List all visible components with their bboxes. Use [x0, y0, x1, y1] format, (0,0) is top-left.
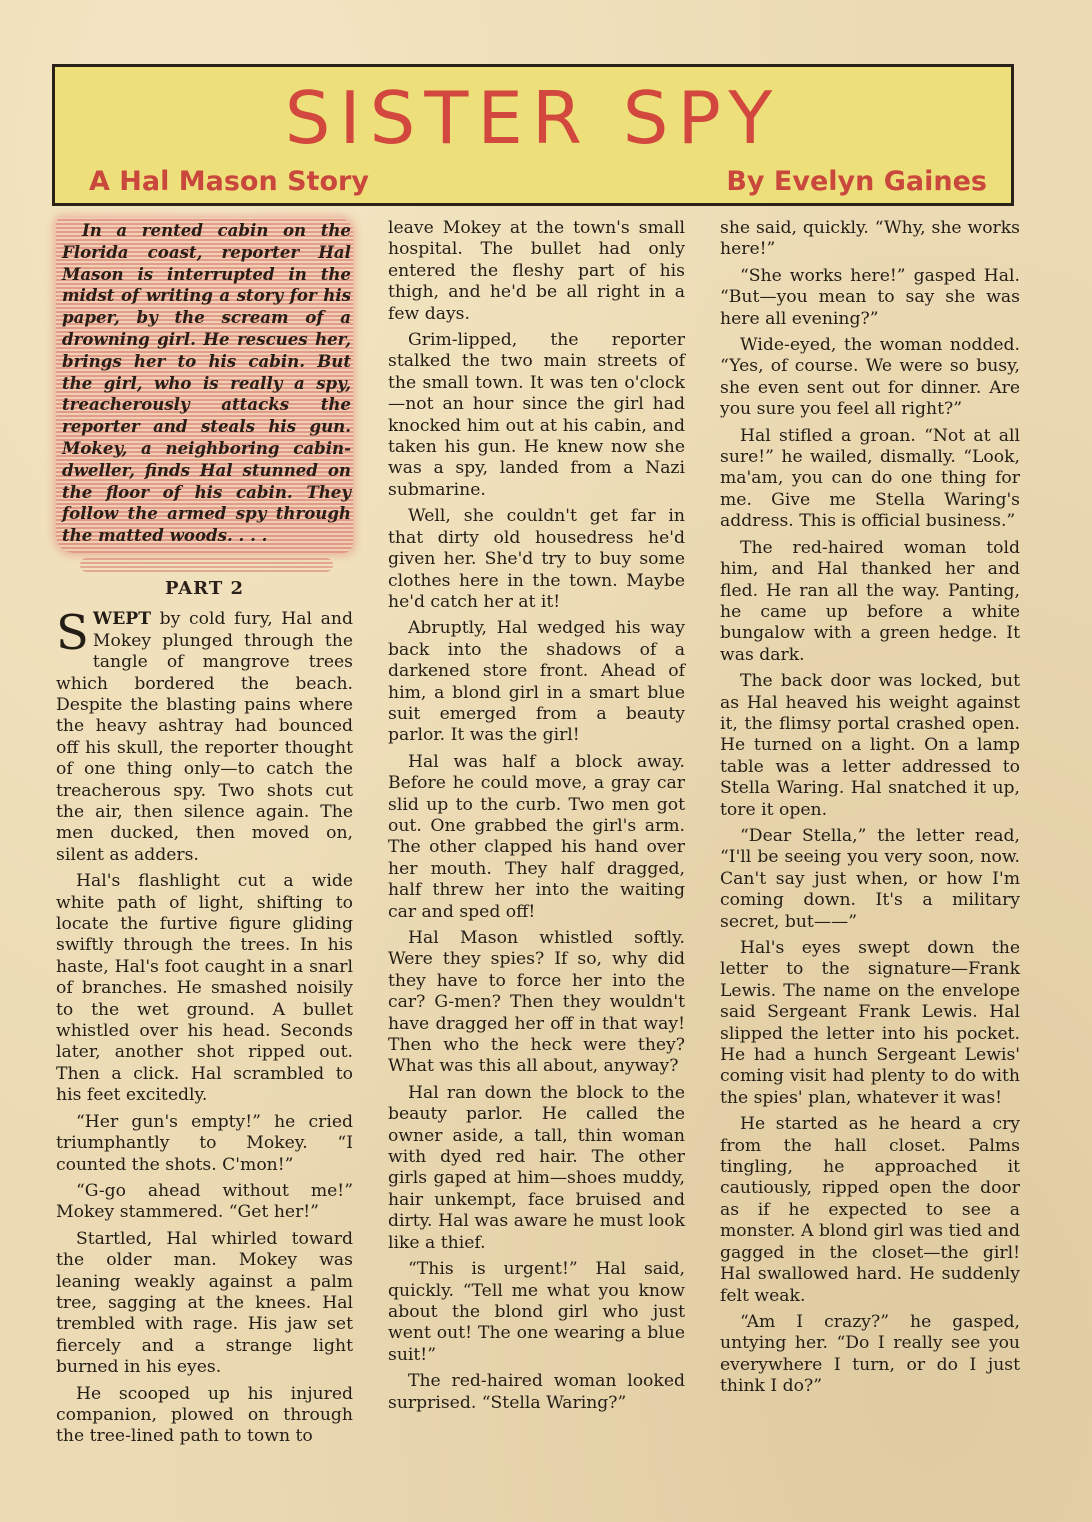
synopsis-highlight-tail [80, 558, 333, 572]
paragraph: Abruptly, Hal wedged his way back into the shadows of a darkened store front. Ahead of him, a blond girl in a smart blue suit emerged from a beauty parlor. It was the girl! [388, 618, 685, 746]
paragraph: The red-haired woman told him, and Hal thanked her and fled. He ran all the way. Panting, he came up before a white bungalow with a green hedge. It was dark. [720, 537, 1020, 665]
paragraph: Startled, Hal whirled toward the older man. Mokey was leaning weakly against a palm tree, sagging at the knees. Hal trembled with rage. His jaw set fiercely and a strange light burned in his eyes. [56, 1228, 353, 1378]
story-subtitle: A Hal Mason Story [89, 166, 369, 197]
story-title: SISTER SPY [284, 76, 782, 160]
paragraph: The red-haired woman looked surprised. “Stella Waring?” [388, 1371, 685, 1413]
paragraph: Wide-eyed, the woman nodded. “Yes, of course. We were so busy, she even sent out for dinner. Are you sure you feel all right?” [720, 335, 1020, 420]
paragraph: leave Mokey at the town's small hospital. The bullet had only entered the fleshy part of his thigh, and he'd be all right in a few days. [388, 218, 685, 324]
paragraph: “Am I crazy?” he gasped, untying her. “Do I really see you everywhere I turn, or do I just think I do?” [720, 1311, 1020, 1397]
paragraph: Hal stifled a groan. “Not at all sure!” he wailed, dismally. “Look, ma'am, you can do one thing for me. Give me Stella Waring's address. This is official business.” [720, 425, 1020, 532]
column-1 [56, 218, 353, 1453]
part-label: PART 2 [164, 577, 245, 599]
paragraph: Hal's flashlight cut a wide white path of light, shifting to locate the furtive figure gliding swiftly through the trees. In his haste, Hal's foot caught in a snarl of branches. He smashed noisily to the wet ground. A bullet whistled over his head. Seconds later, another shot ripped out. Then a click. Hal scrambled to his feet excitedly. [56, 871, 353, 1106]
paragraph: Hal was half a block away. Before he could move, a gray car slid up to the curb. Two men got out. One grabbed the girl's arm. The other clapped his hand over her mouth. They half dragged, half threw her into the waiting car and sped off! [388, 751, 685, 922]
story-synopsis: In a rented cabin on the Florida coast, reporter Hal Mason is interrupted in the midst of writing a story for his paper, by the scream of a drowning girl. He rescues her, brings her to his cabin. But the girl, who is really a spy, treacherously attacks the reporter and steals his gun. Mokey, a neighboring cabin-dweller, finds Hal stunned on the floor of his cabin. They follow the armed spy through the matted woods. . . . [56, 218, 353, 553]
lead-caps: WEPT [92, 609, 152, 630]
title-banner [52, 64, 1014, 206]
drop-cap: S [56, 605, 89, 662]
paragraph: Hal's eyes swept down the letter to the signature—Frank Lewis. The name on the envelope said Sergeant Frank Lewis. Hal slipped the letter into his pocket. He had a hunch Sergeant Lewis' coming visit had plenty to do with the spies' plan, whatever it was! [720, 938, 1020, 1108]
paragraph: “Dear Stella,” the letter read, “I'll be seeing you very soon, now. Can't say just when, or how I'm coming down. It's a military secret, but——” [720, 825, 1020, 932]
column-2 [388, 218, 685, 1419]
paragraph: Grim-lipped, the reporter stalked the two main streets of the small town. It was ten o'clock—not an hour since the girl had knocked him out at his cabin, and taken his gun. He knew now she was a spy, landed from a Nazi submarine. [388, 330, 685, 500]
paragraph: He started as he heard a cry from the hall closet. Palms tingling, he approached it cautiously, ripped open the door as if he expected to see a monster. A blond girl was tied and gagged in the closet—the girl! Hal swallowed hard. He suddenly felt weak. [720, 1114, 1020, 1306]
paragraph: He scooped up his injured companion, plowed on through the tree-lined path to town to [56, 1383, 353, 1447]
lead-text: by cold fury, Hal and Mokey plunged through the tangle of mangrove trees which bordered the beach. Despite the blasting pains where the heavy ashtray had bounced off his skull, the reporter thought of one thing only—to catch the treacherous spy. Two shots cut the air, then silence again. The men ducked, then moved on, silent as adders. [56, 609, 353, 865]
column-3 [720, 218, 1020, 1403]
author-byline: By Evelyn Gaines [726, 166, 987, 197]
paragraph: The back door was locked, but as Hal heaved his weight against it, the flimsy portal crashed open. He turned on a light. On a lamp table was a letter addressed to Stella Waring. Hal snatched it up, tore it open. [720, 671, 1020, 820]
paragraph: she said, quickly. “Why, she works here!” [720, 218, 1020, 260]
paragraph: Hal Mason whistled softly. Were they spies? If so, why did they have to force her into the car? G-men? Then they wouldn't have dragged her off in that way! Then who the heck were they? What was this all about, anyway? [388, 928, 685, 1077]
paragraph: “She works here!” gasped Hal. “But—you mean to say she was here all evening?” [720, 265, 1020, 329]
paragraph: Hal ran down the block to the beauty parlor. He called the owner aside, a tall, thin woman with dyed red hair. The other girls gaped at him—shoes muddy, hair unkempt, face bruised and dirty. Hal was aware he must look like a thief. [388, 1082, 685, 1253]
lead-paragraph [56, 605, 353, 866]
paragraph: “Her gun's empty!” he cried triumphantly to Mokey. “I counted the shots. C'mon!” [56, 1111, 353, 1175]
paragraph: Well, she couldn't get far in that dirty old housedress he'd given her. She'd try to buy some clothes here in the town. Maybe he'd catch her at it! [388, 506, 685, 612]
paragraph: “This is urgent!” Hal said, quickly. “Tell me what you know about the blond girl who just went out! The one wearing a blue suit!” [388, 1259, 685, 1365]
paragraph: “G-go ahead without me!” Mokey stammered. “Get her!” [56, 1180, 353, 1223]
